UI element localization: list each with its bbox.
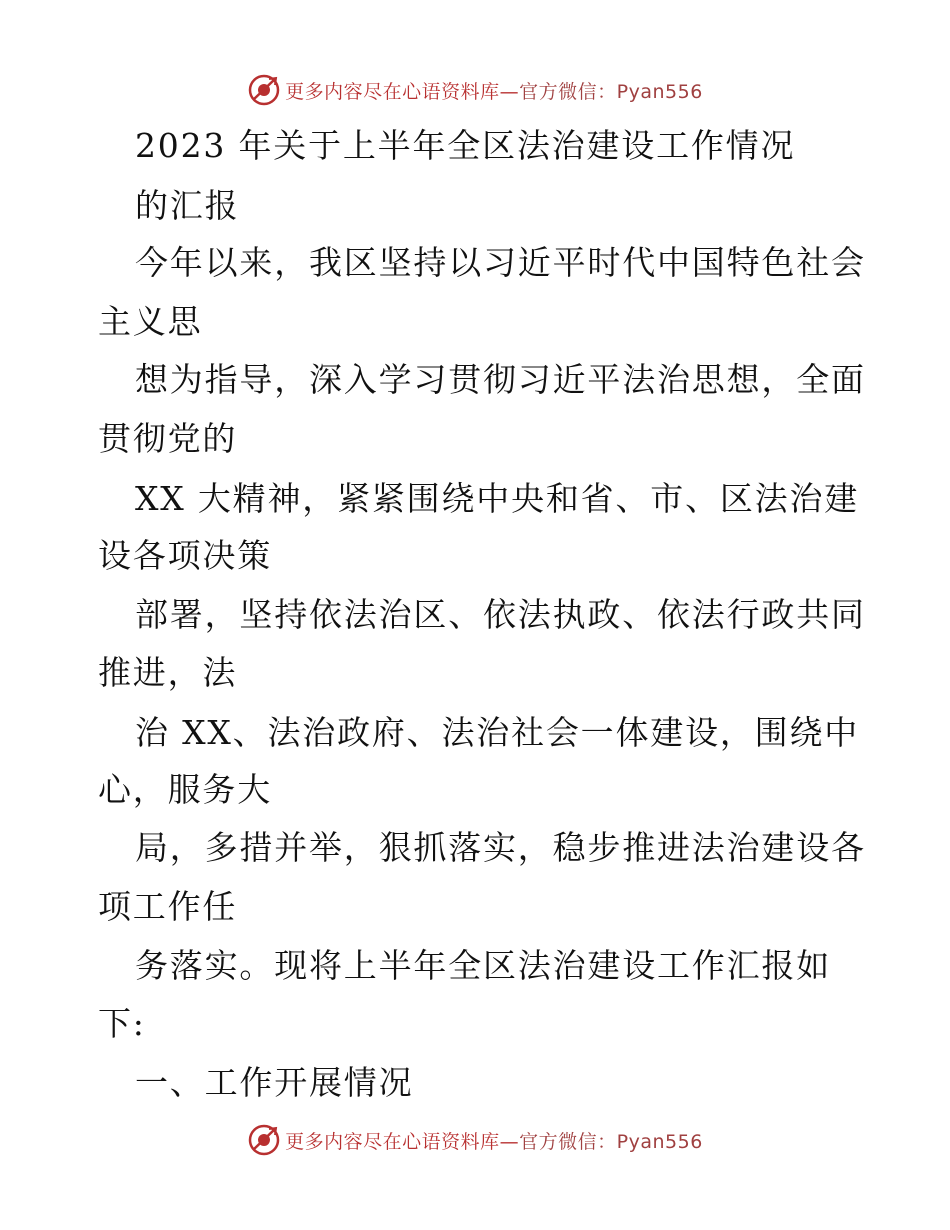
- watermark-banner-bottom: [0, 1120, 950, 1160]
- watermark-banner-top: [0, 70, 950, 110]
- watermark-text: 更多内容尽在心语资料库—官方微信：Pyan556: [285, 80, 703, 103]
- paragraph-line: 推进，法: [98, 653, 238, 692]
- paragraph-line: 贯彻党的: [98, 419, 238, 458]
- section-heading: 一、工作开展情况: [135, 1063, 414, 1102]
- logo-icon: [247, 73, 281, 107]
- paragraph-line: 主义思: [98, 302, 203, 341]
- logo-icon: [247, 1123, 281, 1157]
- paragraph-line: 心，服务大: [98, 770, 272, 809]
- paragraph-line: 务落实。现将上半年全区法治建设工作汇报如: [135, 946, 831, 985]
- paragraph-line: 局，多措并举，狠抓落实，稳步推进法治建设各: [135, 828, 866, 867]
- paragraph-line: 下:: [98, 1004, 146, 1043]
- paragraph-line: 今年以来，我区坚持以习近平时代中国特色社会: [135, 243, 866, 282]
- paragraph-line: 想为指导，深入学习贯彻习近平法治思想，全面: [135, 360, 866, 399]
- paragraph-line: 设各项决策: [98, 536, 272, 575]
- watermark-text: 更多内容尽在心语资料库—官方微信：Pyan556: [285, 1130, 703, 1153]
- paragraph-line: 项工作任: [98, 887, 238, 926]
- paragraph-line: XX 大精神，紧紧围绕中央和省、市、区法治建: [135, 479, 860, 518]
- doc-title-line-2: 的汇报: [135, 186, 240, 225]
- paragraph-line: 治 XX、法治政府、法治社会一体建设，围绕中: [135, 713, 860, 752]
- paragraph-line: 部署，坚持依法治区、依法执政、依法行政共同: [135, 595, 866, 634]
- doc-title-line-1: 2023 年关于上半年全区法治建设工作情况: [135, 126, 796, 165]
